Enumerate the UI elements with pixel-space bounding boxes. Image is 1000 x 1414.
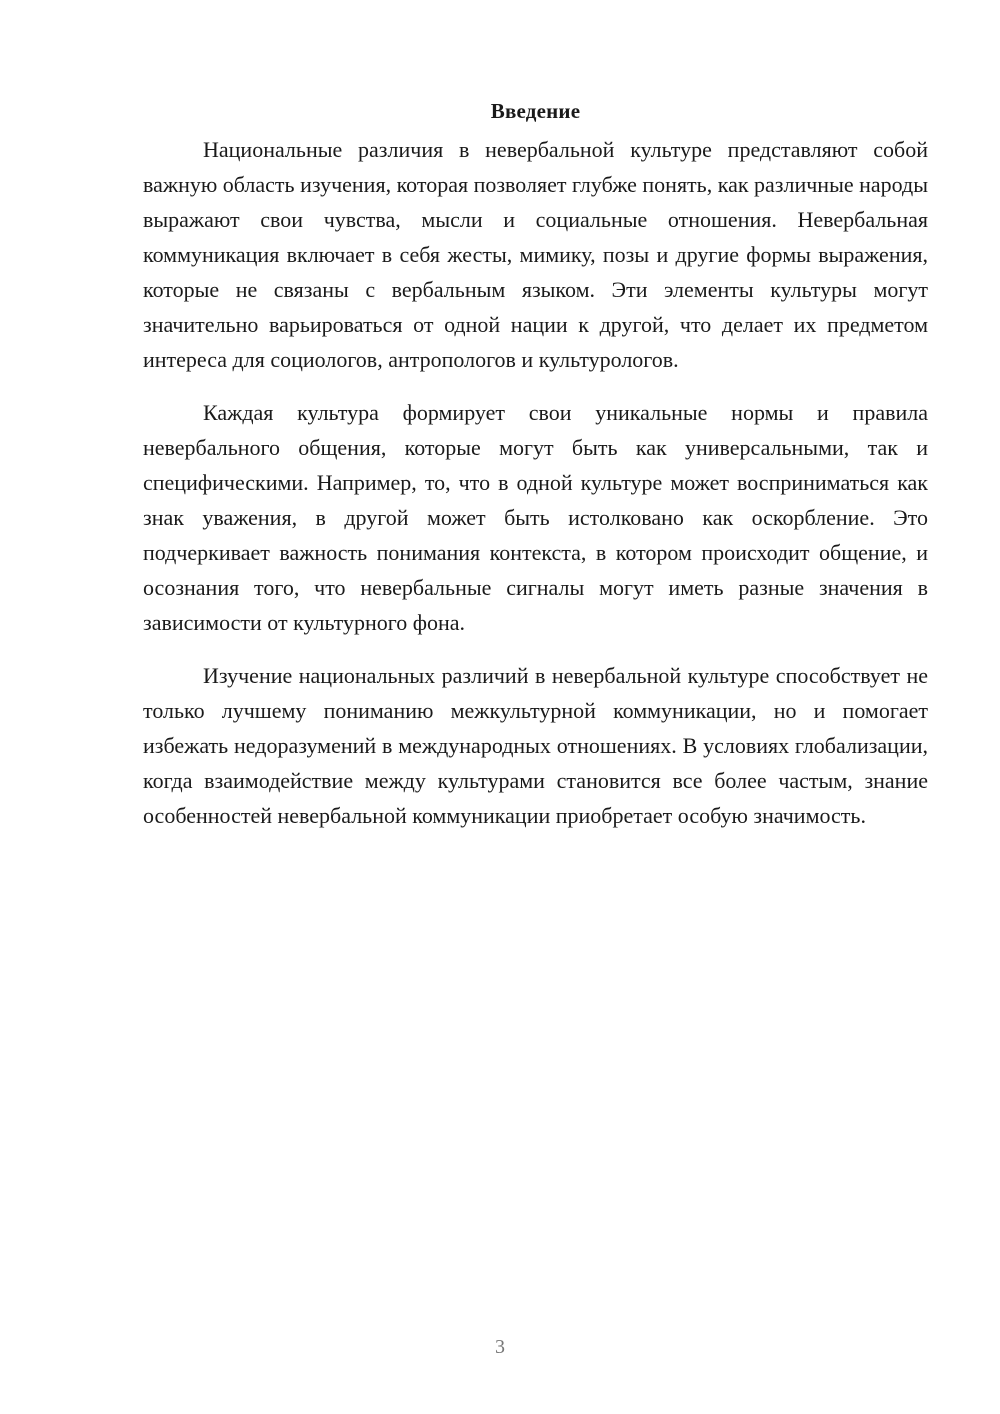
- paragraph-2: Каждая культура формирует свои уникальные нормы и правила невербального общения, которые могут быть как универсальными, так и специфическими. Например, то, что в одной культуре может восприниматься как знак уважения, в другой может быть истолковано как оскорбление. Это подчеркивает важность понимания контекста, в котором происходит общение, и осознания того, что невербальные сигналы могут иметь разные значения в зависимости от культурного фона.: [143, 400, 928, 635]
- page-content: [143, 96, 928, 851]
- section-heading: Введение: [490, 99, 581, 123]
- page-number: 3: [495, 1336, 505, 1358]
- paragraph-1: Национальные различия в невербальной культуре представляют собой важную область изучения, которая позволяет глубже понять, как различные народы выражают свои чувства, мысли и социальные отношения. Невербальная коммуникация включает в себя жесты, мимику, позы и другие формы выражения, которые не связаны с вербальным языком. Эти элементы культуры могут значительно варьироваться от одной нации к другой, что делает их предметом интереса для социологов, антропологов и культурологов.: [143, 137, 928, 372]
- paragraph-3: Изучение национальных различий в невербальной культуре способствует не только лучшему пониманию межкультурной коммуникации, но и помогает избежать недоразумений в международных отношениях. В условиях глобализации, когда взаимодействие между культурами становится все более частым, знание особенностей невербальной коммуникации приобретает особую значимость.: [143, 663, 928, 828]
